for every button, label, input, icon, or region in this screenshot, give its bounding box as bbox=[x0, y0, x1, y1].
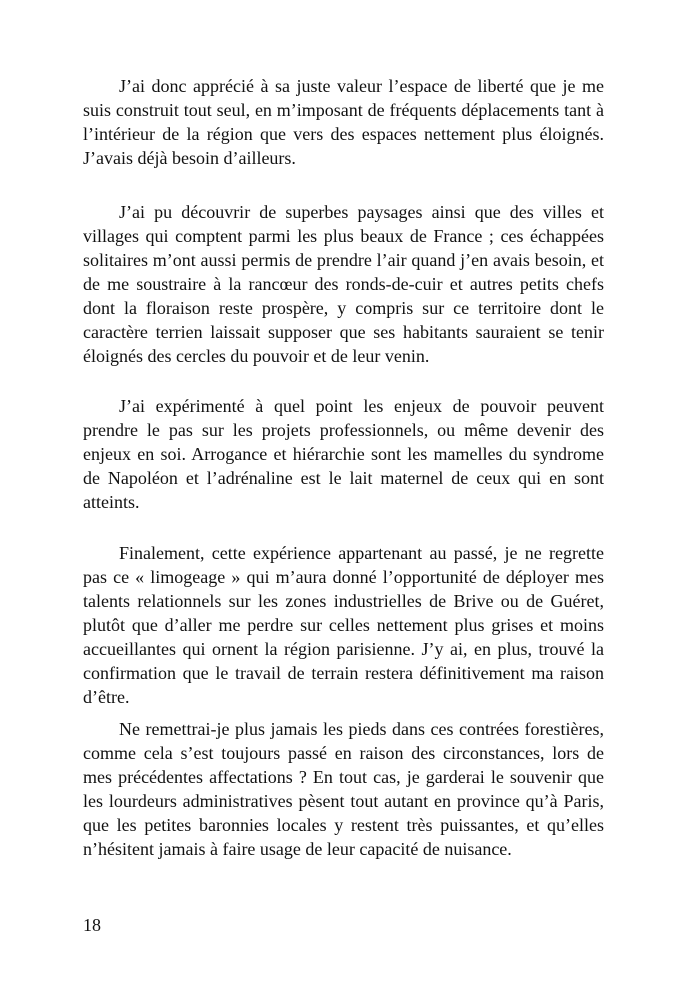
paragraph-2: J’ai pu découvrir de superbes paysages ainsi que des villes et villages qui comptent parmi les plus beaux de France ; ces échappées solitaires m’ont aussi permis de prendre l’air quand j’en avais besoin, et de me soustraire à la rancœur des ronds-de-cuir et autres petits chefs dont la floraison reste prospère, y compris sur ce territoire dont le caractère terrien laissait supposer que ses habitants sauraient se tenir éloignés des cercles du pouvoir et de leur venin. bbox=[83, 202, 604, 366]
paragraph-1: J’ai donc apprécié à sa juste valeur l’espace de liberté que je me suis construit tout seul, en m’imposant de fréquents déplacements tant à l’intérieur de la région que vers des espaces nettement plus éloignés. J’avais déjà besoin d’ailleurs. bbox=[83, 76, 604, 168]
paragraph-5: Ne remettrai-je plus jamais les pieds dans ces contrées forestières, comme cela s’est toujours passé en raison des circonstances, lors de mes précédentes affectations ? En tout cas, je garderai le souvenir que les lourdeurs administratives pèsent tout autant en province qu’à Paris, que les petites baronnies locales y restent très puissantes, et qu’elles n’hésitent jamais à faire usage de leur capacité de nuisance. bbox=[83, 719, 604, 859]
paragraph-4: Finalement, cette expérience appartenant au passé, je ne regrette pas ce « limogeage » qui m’aura donné l’opportunité de déployer mes talents relationnels sur les zones industrielles de Brive ou de Guéret, plutôt que d’aller me perdre sur celles nettement plus grises et moins accueillantes qui ornent la région parisienne. J’y ai, en plus, trouvé la confirmation que le travail de terrain restera définitivement ma raison d’être. bbox=[83, 543, 604, 707]
page-number: 18 bbox=[83, 915, 101, 935]
paragraph-3: J’ai expérimenté à quel point les enjeux de pouvoir peuvent prendre le pas sur les projets professionnels, ou même devenir des enjeux en soi. Arrogance et hiérarchie sont les mamelles du syndrome de Napoléon et l’adrénaline est le lait maternel de ceux qui en sont atteints. bbox=[83, 396, 604, 512]
